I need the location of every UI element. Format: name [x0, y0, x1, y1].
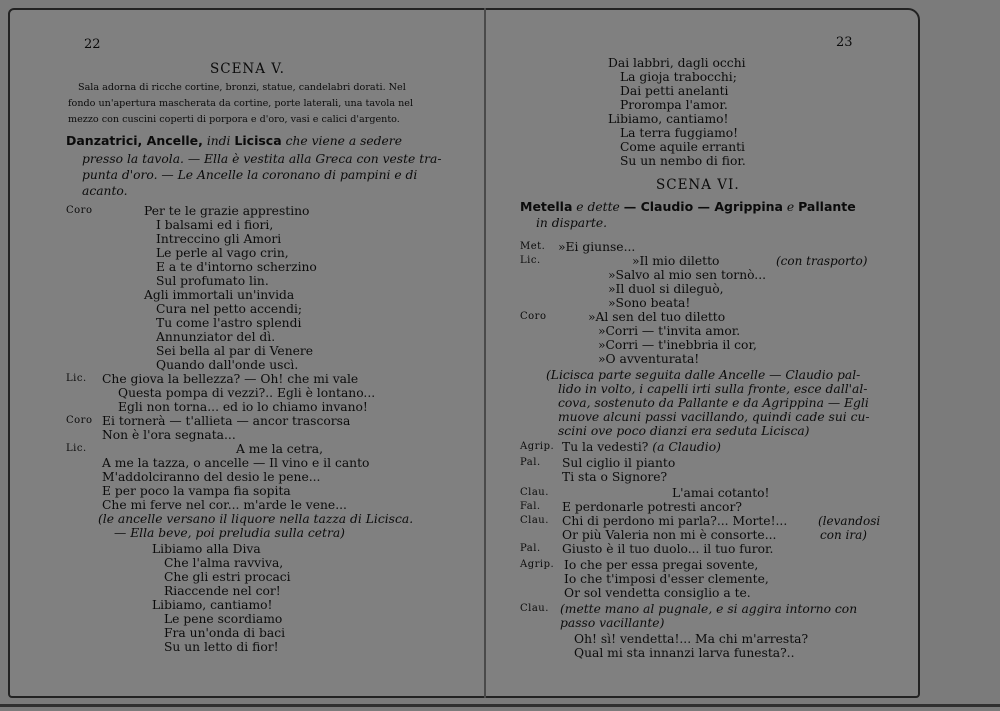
- speaker-label: Met.: [520, 241, 546, 252]
- verse-line: [562, 440, 721, 454]
- stage-direction: con ira): [820, 528, 867, 542]
- verse-line: E perdonarle potresti ancor?: [562, 500, 742, 514]
- verse-line: »Sono beata!: [608, 296, 691, 310]
- speaker-label: Pal.: [520, 457, 541, 468]
- entrance-line: [520, 200, 856, 214]
- stage-direction: acanto.: [82, 184, 128, 198]
- speaker-label: Clau.: [520, 487, 549, 498]
- verse-line: Dai petti anelanti: [620, 84, 729, 98]
- verse-line: Agli immortali un'invida: [144, 288, 295, 302]
- entrance-conj: e: [786, 200, 795, 214]
- verse-line: »Ei giunse...: [558, 240, 636, 254]
- verse-line: Che mi ferve nel cor... m'arde le vene...: [102, 498, 347, 512]
- speaker-label: Coro: [66, 415, 93, 426]
- stage-direction: — Ella beve, poi preludia sulla cetra): [114, 526, 345, 540]
- stage-direction: (le ancelle versano il liquore nella tazza di Licisca.: [98, 512, 414, 526]
- stage-direction: (mette mano al pugnale, e si aggira intorno con: [560, 602, 858, 616]
- song-line: Le pene scordiamo: [164, 612, 283, 626]
- speaker-label: Agrip.: [520, 441, 555, 452]
- verse-line: Libiamo, cantiamo!: [608, 112, 729, 126]
- verse-line: Or più Valeria non mi è consorte...: [562, 528, 777, 542]
- stage-direction: passo vacillante): [560, 616, 665, 630]
- verse-line: E per poco la vampa fia sopita: [102, 484, 291, 498]
- entrance-line: [66, 134, 402, 148]
- song-line: Riaccende nel cor!: [164, 584, 281, 598]
- scene-heading: SCENA VI.: [656, 177, 740, 193]
- stage-direction: scini ove poco dianzi era seduta Licisca): [558, 424, 810, 438]
- song-line: Che gli estri procaci: [164, 570, 291, 584]
- entrance-conj: indi: [206, 134, 231, 148]
- verse-line: »Al sen del tuo diletto: [588, 310, 726, 324]
- stage-direction: punta d'oro. — Le Ancelle la coronano di pampini e di: [82, 168, 418, 182]
- page-number: 23: [836, 35, 853, 50]
- page-bottom-edge: [0, 704, 1000, 707]
- character-name: Metella: [520, 199, 573, 214]
- verse-line: Sei bella al par di Venere: [156, 344, 314, 358]
- song-line: Che l'alma ravviva,: [164, 556, 284, 570]
- speaker-label: Agrip.: [520, 559, 555, 570]
- verse-line: I balsami ed i fiori,: [156, 218, 274, 232]
- verse-line: Sul ciglio il pianto: [562, 456, 676, 470]
- speaker-label: Lic.: [66, 443, 87, 454]
- character-names: — Claudio — Agrippina: [623, 199, 783, 214]
- stage-direction: lido in volto, i capelli irti sulla fronte, esce dall'al-: [558, 382, 868, 396]
- stage-direction: cova, sostenuto da Pallante e da Agrippina — Egli: [558, 396, 869, 410]
- stage-direction: muove alcuni passi vacillando, quindi cade sui cu-: [558, 410, 870, 424]
- verse-line: Sul profumato lin.: [156, 274, 269, 288]
- speaker-label: Fal.: [520, 501, 541, 512]
- speaker-label: Clau.: [520, 603, 549, 614]
- verse-line: Giusto è il tuo duolo... il tuo furor.: [562, 542, 774, 556]
- verse-line: »Salvo al mio sen tornò...: [608, 268, 767, 282]
- book-spine: [484, 8, 486, 698]
- speaker-label: Lic.: [520, 255, 541, 266]
- verse-line: E a te d'intorno scherzino: [156, 260, 317, 274]
- speaker-label: Pal.: [520, 543, 541, 554]
- song-line: Su un letto di fior!: [164, 640, 279, 654]
- entrance-conj: e dette: [576, 200, 620, 214]
- verse-line: Oh! sì! vendetta!... Ma chi m'arresta?: [574, 632, 809, 646]
- verse-line: Ei tornerà — t'allieta — ancor trascorsa: [102, 414, 351, 428]
- stage-direction: (con trasporto): [776, 254, 868, 268]
- verse-line: A me la tazza, o ancelle — Il vino e il canto: [102, 456, 370, 470]
- verse-line: Io che t'imposi d'esser clemente,: [564, 572, 769, 586]
- verse-line: Annunziator del dì.: [156, 330, 276, 344]
- verse-line: Per te le grazie apprestino: [144, 204, 310, 218]
- verse-text: Tu la vedesti?: [562, 440, 649, 454]
- verse-line: Non è l'ora segnata...: [102, 428, 236, 442]
- verse-line: Come aquile erranti: [620, 140, 745, 154]
- verse-line: Or sol vendetta consiglio a te.: [564, 586, 751, 600]
- verse-line: A me la cetra,: [236, 442, 324, 456]
- character-name: Licisca: [234, 133, 282, 148]
- verse-line: Le perle al vago crin,: [156, 246, 289, 260]
- speaker-label: Coro: [66, 205, 93, 216]
- verse-line: La gioja trabocchi;: [620, 70, 737, 84]
- song-line: Fra un'onda di baci: [164, 626, 286, 640]
- setting-line: fondo un'apertura mascherata da cortine, porte laterali, una tavola nel: [68, 98, 414, 109]
- stage-direction: (Licisca parte seguita dalle Ancelle — Claudio pal-: [546, 368, 861, 382]
- stage-direction: presso la tavola. — Ella è vestita alla Greca con veste tra-: [82, 152, 442, 166]
- verse-line: Egli non torna... ed io lo chiamo invano!: [118, 400, 368, 414]
- verse-line: »Corri — t'inebbria il cor,: [598, 338, 757, 352]
- verse-line: Questa pompa di vezzi?.. Egli è lontano...: [118, 386, 376, 400]
- verse-line: Chi di perdono mi parla?... Morte!...: [562, 514, 788, 528]
- song-line: Libiamo alla Diva: [152, 542, 261, 556]
- scene-heading: SCENA V.: [210, 61, 285, 77]
- verse-line: Quando dall'onde uscì.: [156, 358, 299, 372]
- verse-line: Qual mi sta innanzi larva funesta?..: [574, 646, 795, 660]
- speaker-label: Lic.: [66, 373, 87, 384]
- verse-line: »Il duol si dileguò,: [608, 282, 724, 296]
- verse-line: Io che per essa pregai sovente,: [564, 558, 759, 572]
- verse-line: Su un nembo di fior.: [620, 154, 746, 168]
- speaker-label: Clau.: [520, 515, 549, 526]
- verse-line: Intreccino gli Amori: [156, 232, 282, 246]
- entrance-tail: che viene a sedere: [285, 134, 402, 148]
- book-spread: [8, 8, 920, 698]
- setting-line: Sala adorna di ricche cortine, bronzi, statue, candelabri dorati. Nel: [78, 82, 406, 93]
- verse-line: M'addolciranno del desio le pene...: [102, 470, 321, 484]
- page-number: 22: [84, 37, 101, 52]
- character-names: Danzatrici, Ancelle,: [66, 133, 203, 148]
- character-name: Pallante: [798, 199, 856, 214]
- verse-line: Prorompa l'amor.: [620, 98, 728, 112]
- verse-line: Dai labbri, dagli occhi: [608, 56, 746, 70]
- verse-line: Che giova la bellezza? — Oh! che mi vale: [102, 372, 359, 386]
- verse-line: Ti sta o Signore?: [562, 470, 668, 484]
- verse-line: L'amai cotanto!: [672, 486, 770, 500]
- verse-line: »O avventurata!: [598, 352, 700, 366]
- verse-line: Cura nel petto accendi;: [156, 302, 303, 316]
- song-line: Libiamo, cantiamo!: [152, 598, 273, 612]
- verse-line: Tu come l'astro splendi: [156, 316, 302, 330]
- speaker-label: Coro: [520, 311, 547, 322]
- stage-direction: in disparte.: [536, 216, 608, 230]
- verse-line: La terra fuggiamo!: [620, 126, 739, 140]
- stage-direction: (levandosi: [818, 514, 881, 528]
- verse-line: »Corri — t'invita amor.: [598, 324, 741, 338]
- stage-direction: (a Claudio): [652, 440, 721, 454]
- verse-line: »Il mio diletto: [632, 254, 720, 268]
- setting-line: mezzo con cuscini coperti di porpora e d'oro, vasi e calici d'argento.: [68, 114, 400, 125]
